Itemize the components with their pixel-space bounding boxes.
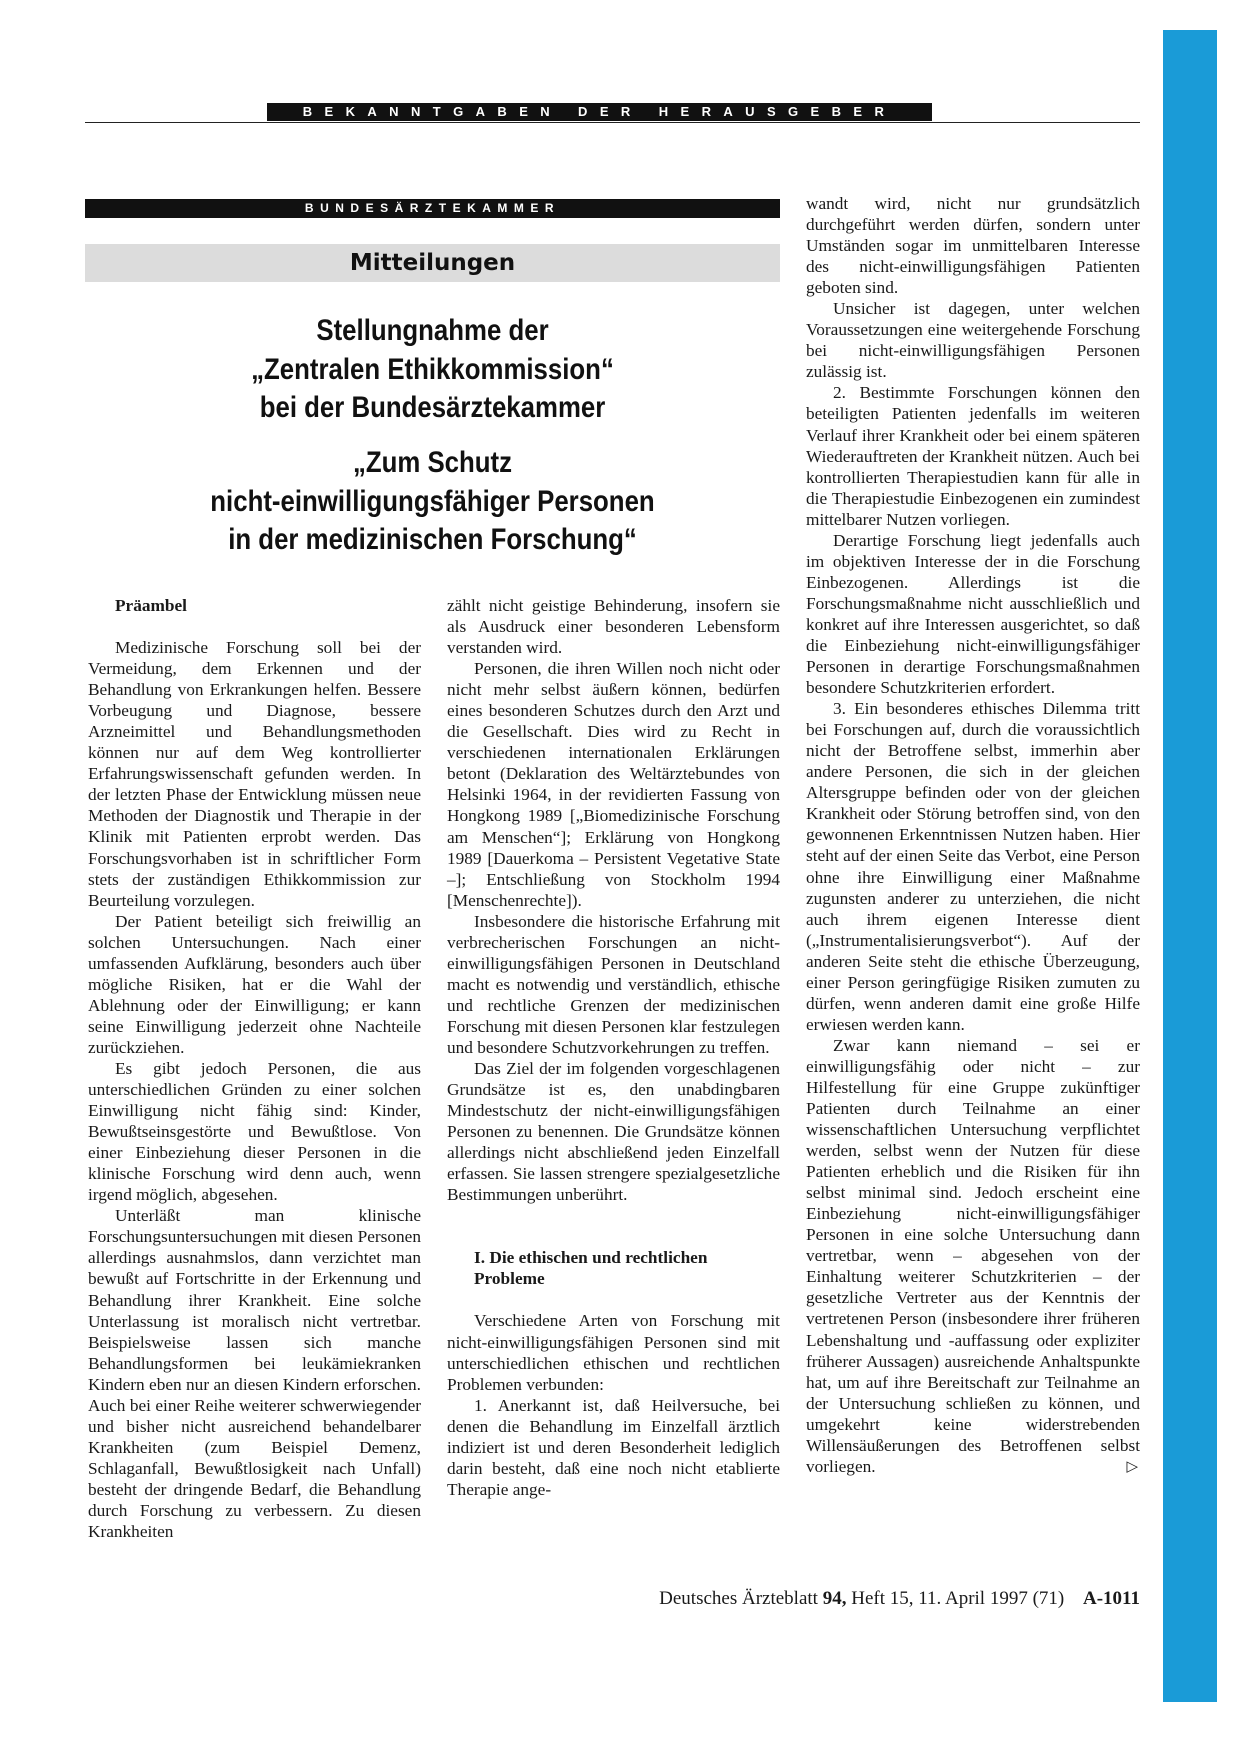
paragraph: Unsicher ist dagegen, unter welchen Voraussetzungen eine weitergehende Forschung bei nicht-einwilligungsfähigen Personen zulässig ist. (806, 299, 1140, 382)
title-line: Stellungnahme der (316, 314, 549, 347)
page-footer (659, 1587, 1140, 1611)
paragraph: 1. Anerkannt ist, daß Heilversuche, bei denen die Behandlung im Einzelfall ärztlich indiziert ist und deren Besonderheit lediglich darin besteht, daß eine noch nicht etablierte Therapie ange- (447, 1395, 780, 1499)
section-band: BUNDESÄRZTEKAMMER (85, 199, 780, 218)
header-rule (85, 122, 1140, 123)
paragraph-text: Zwar kann niemand – sei er einwilligungsfähig oder nicht – zur Hilfestellung für eine Gruppe zukünftiger Patienten durch Teilnahme an einer wissenschaftlichen Untersuchung verpflichtet werden, selbst wenn der Nutzen für diese Patienten erheblich und die Risiken für ihn selbst minimal sind. Jedoch erscheint eine Einbeziehung nicht-einwilligungsfähiger Personen in eine solche Untersuchung dann vertretbar, wenn – abgesehen von der Einhaltung weiterer Schutzkriterien – der gesetzliche Vertreter aus der Kenntnis der vertretenen Person (insbesondere ihrer früheren Lebenshaltung und -auffassung oder expliziter früherer Aussagen) ausreichende Anhaltspunkte hat, um auf ihre Bereitschaft zur Teilnahme an der Untersuchung schließen zu können, und umgekehrt keine widerstrebenden Willensäußerungen des Betroffenen selbst vorliegen. (806, 1035, 1140, 1476)
paragraph: Medizinische Forschung soll bei der Vermeidung, dem Erkennen und der Behandlung von Erkrankungen helfen. Bessere Vorbeugung und Diagnose, bessere Arzneimittel und Behandlungsmethoden können nur auf dem Weg kontrollierter Erfahrungswissenschaft gefunden werden. In der letzten Phase der Entwicklung müssen neue Methoden der Diagnostik und Therapie in der Klinik mit Patienten erprobt werden. Das Forschungsvorhaben ist in schriftlicher Form stets der zuständigen Ethikkommission zur Beurteilung vorzulegen. (88, 638, 421, 910)
text-column-3 (806, 193, 1140, 1477)
title-line: „Zentralen Ethikkommission“ (251, 352, 614, 386)
subtitle-line: nicht-einwilligungsfähiger Personen (210, 484, 655, 518)
preamble-heading: Präambel (115, 596, 187, 615)
paragraph: Der Patient beteiligt sich freiwillig an solchen Untersuchungen. Nach einer umfassenden Aufklärung, besonders auch über mögliche Risiken, hat er die Wahl der Ablehnung oder der Einwilligung; er kann seine Einwilligung jederzeit ohne Nachteile zurückziehen. (88, 911, 421, 1057)
subtitle-line: in der medizinischen Forschung“ (228, 523, 637, 556)
journal-issue: Heft 15, 11. April 1997 (71) (851, 1588, 1065, 1609)
title-line: bei der Bundesärztekammer (259, 391, 606, 424)
paragraph (806, 1035, 1140, 1477)
header-band: BEKANNTGABEN DER HERAUSGEBER (267, 103, 932, 121)
text-column-2 (447, 595, 780, 1500)
page-number: A-1011 (1083, 1588, 1140, 1609)
paragraph: Das Ziel der im folgenden vorgeschlagenen Grundsätze ist es, den unabdingbaren Mindestschutz der nicht-einwilligungsfähigen Personen zu benennen. Die Grundsätze können allerdings nicht abschließend jeden Einzelfall erfassen. Sie lassen strengere spezialgesetzliche Bestimmungen unberührt. (447, 1059, 780, 1205)
paragraph: Derartige Forschung liegt jedenfalls auch im objektiven Interesse der in die Forschung Einbezogenen. Allerdings ist die Forschungsmaßnahme nicht ausschließlich und konkret auf ihre Interessen ausgerichtet, so daß die Einbeziehung nicht-einwilligungsfähiger Personen in derartige Forschungsmaßnahmen besondere Schutzkriterien erfordert. (806, 530, 1140, 698)
paragraph: 2. Bestimmte Forschungen können den beteiligten Patienten jedenfalls im weiteren Verlauf ihrer Krankheit oder bei einem späteren Wiederauftreten der Krankheit nützen. Auch bei kontrollierten Therapiestudien kann für alle in die Therapiestudie Einbezogenen ein zumindest mittelbarer Nutzen vorliegen. (806, 383, 1140, 529)
rubric-band: Mitteilungen (85, 244, 780, 282)
journal-name: Deutsches Ärzteblatt (659, 1588, 818, 1609)
color-edge-bar (1163, 30, 1217, 1702)
article-title (134, 312, 732, 428)
paragraph: Verschiedene Arten von Forschung mit nicht-einwilligungsfähigen Personen sind mit unterschiedlichen ethischen und rechtlichen Problemen verbunden: (447, 1311, 780, 1394)
text-column-1 (88, 595, 421, 1542)
paragraph: Personen, die ihren Willen noch nicht oder nicht mehr selbst äußern können, bedürfen eines besonderen Schutzes durch den Arzt und die Gesellschaft. Dies wird zu Recht in verschiedenen internationalen Erklärungen betont (Deklaration des Weltärztebundes von Helsinki 1964, in der revidierten Fassung von Hongkong 1989 [„Biomedizinische Forschung am Menschen“]; Erklärung von Hongkong 1989 [Dauerkoma – Persistent Vegetative State –]; Entschließung von Stockholm 1994 [Menschenrechte]). (447, 659, 780, 910)
journal-volume: 94, (822, 1588, 847, 1609)
paragraph: 3. Ein besonderes ethisches Dilemma tritt bei Forschungen auf, durch die voraussichtlich nicht der Betroffene selbst, immerhin aber andere Personen, die sich in der gleichen Altersgruppe befinden oder von der gleichen Krankheit oder Störung betroffen sind, von den gewonnenen Erkenntnissen Nutzen haben. Hier steht auf der einen Seite das Verbot, eine Person ohne ihre Einwilligung einer Maßnahme zugunsten anderer zu unterziehen, die nicht auch ihrem eigenen Interesse dient („Instrumentalisierungsverbot“). Auf der anderen Seite steht die ethische Überzeugung, einer Person geringfügige Risiken zumuten zu dürfen, wenn anderen damit eine große Hilfe erwiesen werden kann. (806, 699, 1140, 1034)
paragraph: zählt nicht geistige Behinderung, insofern sie als Ausdruck einer besonderen Lebensform verstanden wird. (447, 596, 780, 658)
continue-arrow-icon: ▷ (1126, 1456, 1138, 1475)
paragraph: Es gibt jedoch Personen, die aus unterschiedlichen Gründen zu einer solchen Einwilligung nicht fähig sind: Kinder, Bewußtseinsgestörte und Bewußtlose. Von einer Einbeziehung dieser Personen in die klinische Forschung wird denn auch, wenn irgend möglich, abgesehen. (88, 1058, 421, 1205)
article-subtitle (134, 444, 732, 560)
subtitle-line: „Zum Schutz (352, 446, 513, 479)
paragraph: Unterläßt man klinische Forschungsuntersuchungen mit diesen Personen allerdings ausnahmslos, dann verzichtet man bewußt auf Fortschritte in der Erkennung und Behandlung ihrer Krankheit. Eine solche Unterlassung ist moralisch nicht vertretbar. Beispielsweise lassen sich manche Behandlungsformen bei leukämiekranken Kindern eben nur an diesen Kindern erforschen. Auch bei einer Reihe weiterer schwerwiegender und bisher nicht ausreichend behandelbarer Krankheiten (zum Beispiel Demenz, Schlaganfall, Bewußtlosigkeit nach Unfall) besteht der dringende Bedarf, die Behandlung durch Forschung zu verbessern. Zu diesen Krankheiten (88, 1206, 421, 1542)
section-heading: I. Die ethischen und rechtlichen Probleme (474, 1248, 708, 1289)
paragraph: wandt wird, nicht nur grundsätzlich durchgeführt werden dürfen, sondern unter Umständen sogar im unmittelbaren Interesse des nicht-einwilligungsfähigen Patienten geboten sind. (806, 194, 1140, 298)
paragraph: Insbesondere die historische Erfahrung mit verbrecherischen Forschungen an nicht-einwilligungsfähigen Personen in Deutschland macht es notwendig und verständlich, ethische und rechtliche Grenzen der medizinischen Forschung mit diesen Personen klar festzulegen und besondere Schutzvorkehrungen zu treffen. (447, 911, 780, 1057)
